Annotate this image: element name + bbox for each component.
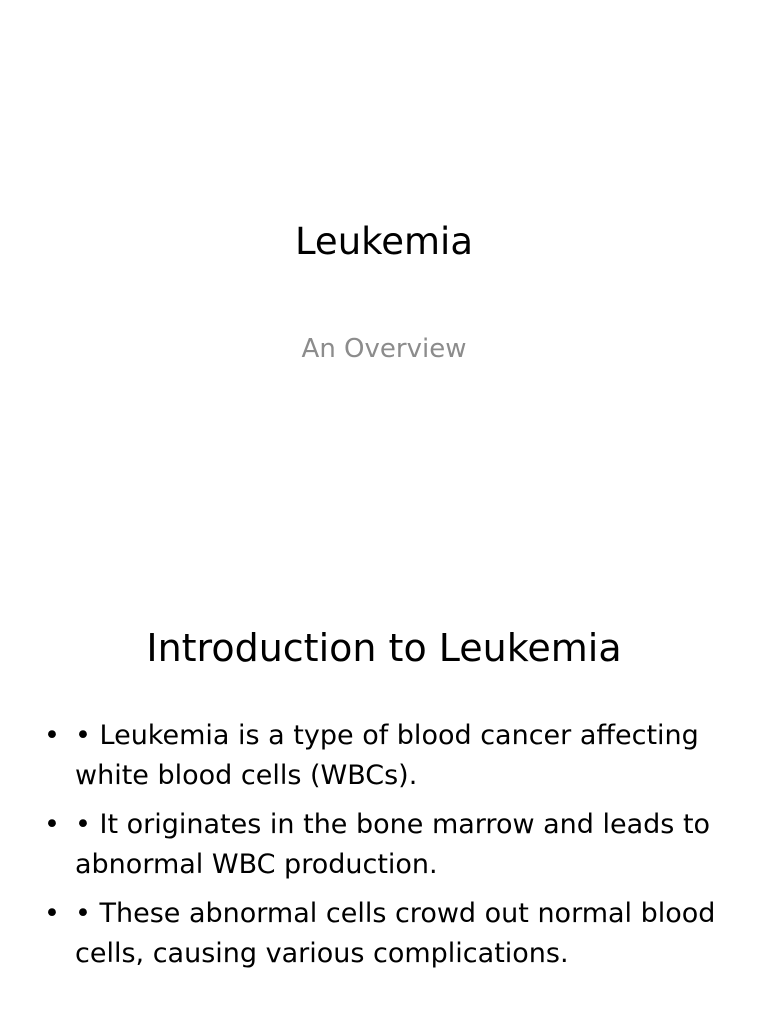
list-item — [0, 894, 768, 974]
bullet-text: • These abnormal cells crowd out normal blood cells, causing various complications. — [75, 898, 716, 969]
bullet-marker: • — [44, 720, 60, 751]
list-item — [0, 805, 768, 885]
content-slide — [0, 576, 768, 1024]
bullet-text: • Leukemia is a type of blood cancer affecting white blood cells (WBCs). — [75, 720, 699, 791]
bullet-marker: • — [44, 809, 60, 840]
list-item — [0, 716, 768, 796]
bullet-text: • It originates in the bone marrow and leads to abnormal WBC production. — [75, 809, 711, 880]
slide-title: Introduction to Leukemia — [146, 626, 622, 670]
slide-subtitle: An Overview — [301, 334, 467, 364]
bullet-marker: • — [44, 898, 60, 929]
slide-title: Leukemia — [294, 220, 474, 263]
bullet-list — [0, 716, 768, 983]
